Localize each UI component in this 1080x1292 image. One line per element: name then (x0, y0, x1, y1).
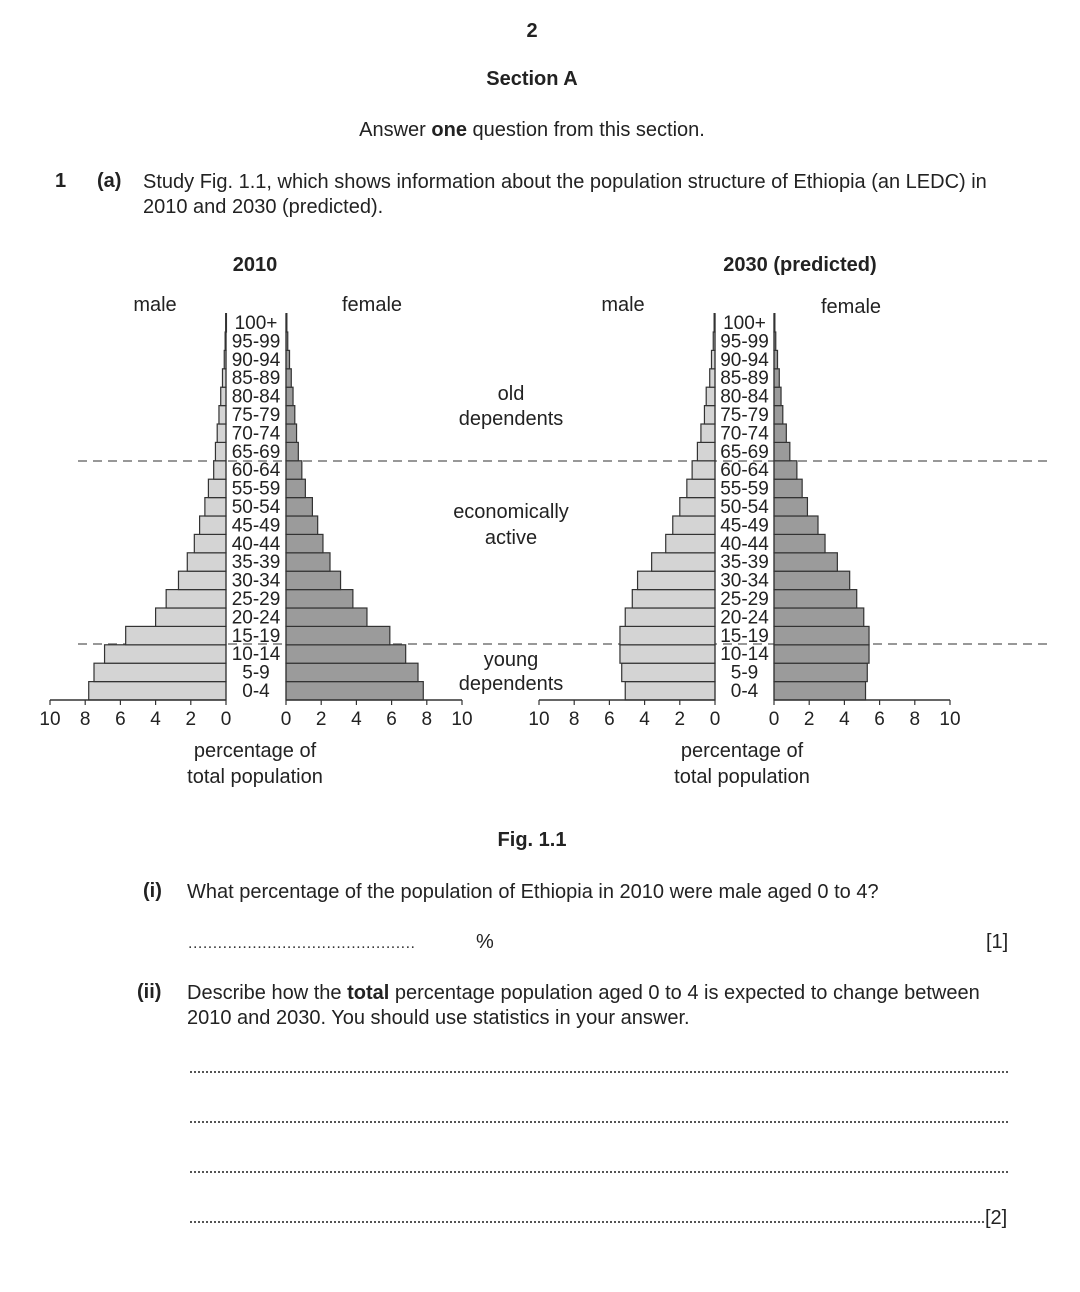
male-bar-2030-50-54 (680, 498, 715, 516)
instruction-post: question from this section. (466, 119, 705, 141)
pyramid-2010-female-label: female (341, 294, 403, 316)
age-label-2030-0-4: 0-4 (730, 681, 759, 702)
age-label-2010-100+: 100+ (234, 313, 278, 334)
female-bar-2010-55-59 (286, 479, 305, 497)
zone-young-line1: young (483, 649, 539, 671)
male-tick-label-2030-4: 4 (639, 709, 650, 730)
female-bar-2010-65-69 (286, 442, 298, 460)
pyramid-2010-male-label: male (133, 294, 177, 316)
figure-caption: Fig. 1.1 (497, 829, 567, 851)
zone-active-line2: active (484, 527, 538, 549)
age-label-2010-65-69: 65-69 (231, 441, 281, 463)
age-label-2010-70-74: 70-74 (231, 423, 281, 445)
female-bar-2010-30-34 (286, 571, 341, 589)
pyramid-2010 (39, 254, 472, 788)
zone-old-line1: old (497, 383, 525, 405)
female-bar-2030-65-69 (774, 442, 790, 460)
zone-young-line2: dependents (458, 673, 564, 695)
female-bar-2030-60-64 (774, 461, 797, 479)
question-number: 1 (55, 170, 67, 192)
age-label-2010-15-19: 15-19 (231, 625, 281, 647)
male-bar-2030-10-14 (620, 645, 715, 663)
female-bar-2010-70-74 (286, 424, 297, 442)
female-bar-2030-10-14 (774, 645, 869, 663)
female-bar-2010-80-84 (286, 387, 293, 405)
male-bar-2010-55-59 (208, 479, 226, 497)
sub-ii-text (187, 981, 1027, 1031)
age-label-2030-60-64: 60-64 (720, 460, 769, 482)
age-label-2010-30-34: 30-34 (231, 570, 281, 592)
female-tick-label-2030-10: 10 (939, 709, 961, 730)
pyramid-2010-xlabel-line1: percentage of (193, 740, 317, 762)
female-bar-2030-35-39 (774, 553, 837, 571)
sub-ii-label: (ii) (137, 981, 162, 1003)
male-bar-2030-70-74 (701, 424, 715, 442)
female-bar-2010-45-49 (286, 516, 318, 534)
pyramid-2010-title: 2010 (232, 254, 278, 276)
age-label-2030-95-99: 95-99 (720, 331, 769, 353)
male-tick-label-2030-2: 2 (674, 709, 686, 730)
female-bar-2010-10-14 (286, 645, 406, 663)
age-label-2030-90-94: 90-94 (720, 349, 769, 371)
female-tick-label-2010-2: 2 (315, 709, 327, 730)
female-bar-2010-20-24 (286, 608, 367, 626)
male-tick-label-2010-8: 8 (79, 709, 91, 730)
female-bar-2030-45-49 (774, 516, 818, 534)
female-bar-2010-35-39 (286, 553, 330, 571)
female-bar-2030-20-24 (774, 608, 864, 626)
male-bar-2030-20-24 (625, 608, 715, 626)
female-bar-2030-75-79 (774, 406, 783, 424)
age-label-2030-25-29: 25-29 (720, 589, 769, 610)
section-title: Section A (486, 68, 578, 90)
male-bar-2030-5-9 (622, 663, 715, 681)
male-bar-2010-75-79 (219, 406, 226, 424)
male-bar-2010-0-4 (89, 682, 226, 700)
instruction-bold: one (431, 119, 467, 141)
female-bar-2030-30-34 (774, 571, 850, 589)
male-bar-2010-80-84 (221, 387, 226, 405)
female-tick-label-2010-8: 8 (421, 709, 433, 730)
male-tick-label-2010-6: 6 (115, 709, 126, 730)
male-bar-2010-70-74 (217, 424, 226, 442)
age-label-2030-45-49: 45-49 (720, 515, 769, 537)
age-label-2030-15-19: 15-19 (720, 625, 769, 647)
age-label-2030-100+: 100+ (723, 313, 766, 334)
age-label-2010-95-99: 95-99 (231, 331, 281, 353)
age-label-2010-75-79: 75-79 (231, 405, 281, 426)
male-bar-2010-65-69 (215, 442, 226, 460)
female-tick-label-2010-0: 0 (280, 709, 292, 730)
male-bar-2010-15-19 (126, 626, 226, 644)
sub-i-text: What percentage of the population of Ethiopia in 2010 were male aged 0 to 4? (187, 881, 879, 903)
male-bar-2030-15-19 (620, 626, 715, 644)
female-bar-2010-60-64 (286, 461, 302, 479)
age-label-2030-75-79: 75-79 (720, 405, 769, 426)
female-tick-label-2010-6: 6 (386, 709, 397, 730)
age-label-2010-50-54: 50-54 (231, 497, 281, 518)
sub-ii-marks: [2] (985, 1207, 1008, 1229)
female-bar-2030-50-54 (774, 498, 807, 516)
male-tick-label-2010-4: 4 (150, 709, 161, 730)
age-label-2030-85-89: 85-89 (720, 368, 769, 390)
sub-ii-text-bold: total (347, 982, 390, 1004)
female-tick-label-2030-0: 0 (768, 709, 780, 730)
sub-i-unit: % (476, 931, 494, 953)
female-bar-2010-0-4 (286, 682, 423, 700)
age-label-2010-5-9: 5-9 (242, 662, 270, 684)
zone-active-line1: economically (453, 501, 569, 523)
male-bar-2010-5-9 (94, 663, 226, 681)
pyramid-2030-xlabel-line2: total population (674, 766, 810, 788)
age-label-2010-10-14: 10-14 (231, 644, 281, 666)
instruction-pre: Answer (359, 119, 432, 141)
age-label-2030-30-34: 30-34 (720, 570, 769, 592)
male-bar-2010-45-49 (200, 516, 226, 534)
age-label-2030-65-69: 65-69 (720, 441, 769, 463)
female-tick-label-2030-2: 2 (803, 709, 815, 730)
female-bar-2030-15-19 (774, 626, 869, 644)
male-bar-2010-25-29 (166, 590, 226, 608)
age-label-2010-20-24: 20-24 (231, 607, 281, 629)
male-tick-label-2010-2: 2 (185, 709, 197, 730)
age-label-2010-45-49: 45-49 (231, 515, 281, 537)
male-bar-2010-40-44 (194, 534, 226, 552)
male-bar-2030-65-69 (697, 442, 715, 460)
male-bar-2010-30-34 (178, 571, 226, 589)
pyramid-2030-female-label: female (820, 296, 882, 318)
age-label-2010-60-64: 60-64 (231, 460, 281, 482)
male-bar-2010-50-54 (205, 498, 226, 516)
male-bar-2010-35-39 (187, 553, 226, 571)
female-bar-2010-5-9 (286, 663, 418, 681)
age-label-2030-80-84: 80-84 (720, 386, 769, 408)
male-bar-2030-0-4 (625, 682, 715, 700)
male-bar-2030-30-34 (638, 571, 715, 589)
female-bar-2030-5-9 (774, 663, 867, 681)
female-bar-2030-25-29 (774, 590, 857, 608)
male-tick-label-2030-8: 8 (568, 709, 580, 730)
male-bar-2030-85-89 (710, 369, 715, 387)
age-label-2010-55-59: 55-59 (231, 478, 281, 500)
female-bar-2030-55-59 (774, 479, 802, 497)
female-bar-2010-50-54 (286, 498, 312, 516)
male-bar-2030-25-29 (632, 590, 715, 608)
instruction (0, 119, 1064, 142)
male-tick-label-2030-0: 0 (709, 709, 721, 730)
male-tick-label-2010-10: 10 (39, 709, 61, 730)
sub-ii-text-pre: Describe how the (187, 982, 348, 1004)
male-bar-2030-55-59 (687, 479, 715, 497)
female-bar-2030-85-89 (774, 369, 779, 387)
female-bar-2010-40-44 (286, 534, 323, 552)
age-label-2030-70-74: 70-74 (720, 423, 769, 445)
age-label-2010-85-89: 85-89 (231, 368, 281, 390)
male-bar-2030-45-49 (673, 516, 715, 534)
question-part: (a) (97, 170, 122, 192)
male-bar-2030-60-64 (692, 461, 715, 479)
zone-old-line2: dependents (458, 408, 564, 430)
male-bar-2030-40-44 (666, 534, 715, 552)
sub-ii-answer-line-4[interactable] (190, 1221, 984, 1223)
pyramid-2030-male-label: male (601, 294, 645, 316)
age-label-2030-55-59: 55-59 (720, 478, 769, 500)
female-bar-2010-75-79 (286, 406, 295, 424)
page-number: 2 (526, 20, 538, 42)
male-bar-2030-80-84 (706, 387, 715, 405)
age-label-2030-5-9: 5-9 (730, 662, 759, 684)
female-tick-label-2010-4: 4 (351, 709, 362, 730)
age-label-2030-10-14: 10-14 (720, 644, 769, 666)
sub-ii-text-post: percentage population aged 0 to 4 is expected to change between 2010 and 2030. You should use statistics in your answer. (187, 982, 980, 1029)
male-bar-2010-20-24 (156, 608, 226, 626)
question-text: Study Fig. 1.1, which shows information about the population structure of Ethiopia (an LEDC) in 2010 and 2030 (predicted). (143, 171, 987, 218)
pyramid-2030-title: 2030 (predicted) (723, 254, 877, 276)
sub-i-marks: [1] (986, 931, 1009, 953)
female-bar-2010-85-89 (286, 369, 291, 387)
age-label-2030-40-44: 40-44 (720, 533, 769, 555)
male-bar-2030-75-79 (704, 406, 715, 424)
female-bar-2030-80-84 (774, 387, 781, 405)
pyramid-2030-xlabel-line1: percentage of (680, 740, 804, 762)
male-tick-label-2030-6: 6 (604, 709, 615, 730)
age-label-2030-35-39: 35-39 (720, 552, 769, 574)
age-label-2010-35-39: 35-39 (231, 552, 281, 574)
female-bar-2030-40-44 (774, 534, 825, 552)
age-label-2030-50-54: 50-54 (720, 497, 769, 518)
male-bar-2030-35-39 (652, 553, 715, 571)
sub-i-label: (i) (143, 880, 162, 902)
age-label-2010-90-94: 90-94 (231, 349, 281, 371)
population-pyramids-figure (0, 240, 1080, 800)
age-label-2010-0-4: 0-4 (242, 681, 270, 702)
age-label-2030-20-24: 20-24 (720, 607, 769, 629)
sub-ii-answer-line-1[interactable] (190, 1071, 1008, 1073)
male-bar-2010-60-64 (214, 461, 226, 479)
female-bar-2010-25-29 (286, 590, 353, 608)
age-label-2010-40-44: 40-44 (231, 533, 281, 555)
female-bar-2030-0-4 (774, 682, 866, 700)
male-bar-2010-10-14 (105, 645, 226, 663)
female-tick-label-2030-8: 8 (909, 709, 921, 730)
pyramid-2030 (528, 254, 960, 788)
male-tick-label-2030-10: 10 (528, 709, 550, 730)
female-tick-label-2010-10: 10 (451, 709, 473, 730)
male-tick-label-2010-0: 0 (220, 709, 232, 730)
female-bar-2010-15-19 (286, 626, 390, 644)
pyramid-2010-xlabel-line2: total population (187, 766, 323, 788)
sub-ii-answer-line-2[interactable] (190, 1121, 1008, 1123)
sub-ii-answer-line-3[interactable] (190, 1171, 1008, 1173)
age-label-2010-80-84: 80-84 (231, 386, 281, 408)
sub-i-answer-line[interactable]: .............................................. (188, 935, 416, 952)
female-bar-2030-70-74 (774, 424, 786, 442)
female-tick-label-2030-6: 6 (874, 709, 885, 730)
female-tick-label-2030-4: 4 (839, 709, 850, 730)
age-label-2010-25-29: 25-29 (231, 589, 281, 610)
